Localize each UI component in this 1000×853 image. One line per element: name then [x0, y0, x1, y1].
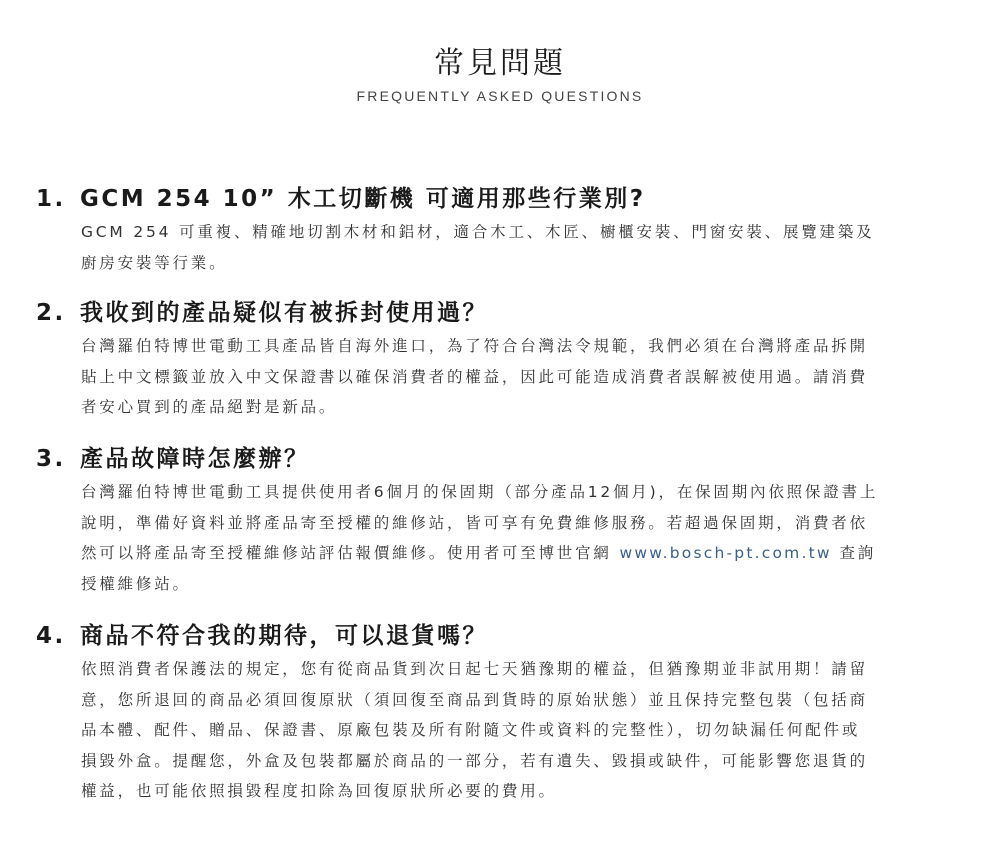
faq-answer-line: GCM 254 可重複、精確地切割木材和鋁材，適合木工、木匠、櫥櫃安裝、門窗安裝、展覽建築及	[81, 223, 875, 241]
faq-answer-line: 台灣羅伯特博世電動工具產品皆自海外進口，為了符合台灣法令規範，我們必須在台灣將產品拆開	[81, 337, 868, 355]
faq-number: 4.	[36, 623, 66, 649]
faq-answer	[81, 654, 971, 807]
faq-answer-line: 品本體、配件、贈品、保證書、原廠包裝及所有附隨文件或資料的完整性），切勿缺漏任何配件或	[81, 721, 861, 739]
faq-question	[36, 443, 966, 475]
faq-question	[36, 183, 966, 215]
page-title: 常見問題	[434, 46, 566, 81]
faq-answer	[81, 217, 971, 278]
faq-answer-line	[81, 538, 971, 569]
faq-answer-line: 者安心買到的產品絕對是新品。	[81, 398, 338, 416]
faq-question-text: 商品不符合我的期待，可以退貨嗎？	[80, 623, 488, 649]
faq-question	[36, 297, 966, 329]
faq-answer-line: 貼上中文標籤並放入中文保證書以確保消費者的權益，因此可能造成消費者誤解被使用過。請消費	[81, 367, 868, 386]
faq-answer-line: 授權維修站。	[81, 574, 191, 593]
faq-answer-line: 權益，也可能依照損毀程度扣除為回復原狀所必要的費用。	[81, 782, 557, 800]
faq-item-4	[36, 620, 966, 807]
faq-answer-line: 台灣羅伯特博世電動工具提供使用者6個月的保固期（部分產品12個月)，在保固期內依照保證書上	[81, 483, 879, 501]
faq-answer-line: 意，您所退回的商品必須回復原狀（須回復至商品到貨時的原始狀態）並且保持完整包裝（包括商	[81, 690, 868, 709]
faq-number: 2.	[36, 300, 66, 326]
faq-answer-text: 查詢	[831, 544, 877, 562]
faq-answer-line: 廚房安裝等行業。	[81, 253, 228, 272]
faq-item-1	[36, 183, 966, 278]
faq-item-3	[36, 443, 966, 599]
faq-number: 1.	[36, 186, 66, 212]
faq-answer-line: 依照消費者保護法的規定，您有從商品貨到次日起七天猶豫期的權益，但猶豫期並非試用期！請留	[81, 660, 868, 678]
faq-number: 3.	[36, 446, 66, 472]
faq-header	[0, 44, 1000, 104]
faq-answer-text: 然可以將產品寄至授權維修站評估報價維修。使用者可至博世官網	[81, 544, 620, 562]
faq-answer	[81, 477, 971, 599]
faq-item-2	[36, 297, 966, 423]
faq-question-text: 我收到的產品疑似有被拆封使用過？	[80, 300, 488, 326]
faq-question-text: GCM 254 10” 木工切斷機 可適用那些行業別?	[80, 186, 646, 212]
faq-answer	[81, 331, 971, 423]
page-subtitle: FREQUENTLY ASKED QUESTIONS	[356, 88, 644, 104]
faq-question-text: 產品故障時怎麼辦？	[80, 446, 310, 472]
faq-answer-line: 說明，準備好資料並將產品寄至授權的維修站，皆可享有免費維修服務。若超過保固期，消費者依	[81, 513, 868, 532]
bosch-website-link[interactable]: www.bosch-pt.com.tw	[619, 544, 832, 562]
faq-question	[36, 620, 966, 652]
faq-answer-line: 損毀外盒。提醒您，外盒及包裝都屬於商品的一部分，若有遺失、毀損或缺件，可能影響您退貨的	[81, 751, 868, 770]
